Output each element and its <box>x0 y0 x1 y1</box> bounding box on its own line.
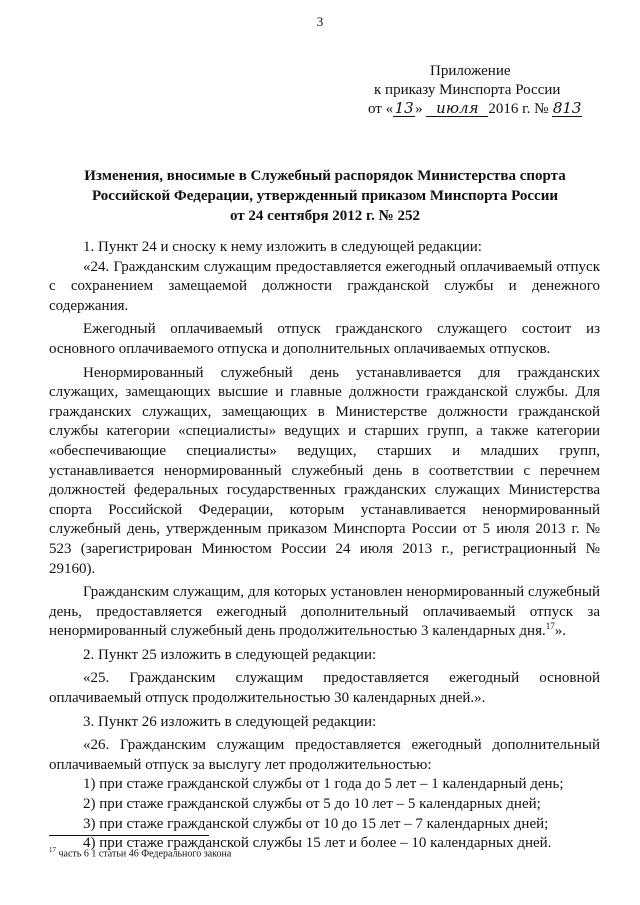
date-mid: » <box>415 101 423 117</box>
date-year: 2016 г. № <box>488 101 549 117</box>
appendix-date-line <box>368 100 582 119</box>
paragraph-text: Гражданским служащим, для которых установлен ненормированный служебный день, предоставляется ежегодный дополнительный оплачиваемый отпуск за ненормированный служебный день продолжительностью 3 календарных дня. <box>49 584 600 640</box>
paragraph: Ненормированный служебный день устанавливается для гражданских служащих, замещающих высшие и главные должности гражданской службы. Для гражданских служащих, замещающих в Министерстве должности гражданской службы категории «специалисты» ведущих и старших групп, а также категории «обеспечивающие специалисты» ведущих, старших и младших групп, устанавливается ненормированный служебный день в соответствии с перечнем должностей федеральных государственных гражданских служащих Министерства спорта Российской Федерации, которым устанавливается ненормированный служебный день, утвержденным приказом Минспорта России от 5 июля 2013 г. № 523 (зарегистрирован Минюстом России 24 июля 2013 г., регистрационный № 29160). <box>49 364 600 577</box>
handwritten-number: 813 <box>552 99 582 117</box>
paragraph <box>49 583 600 642</box>
footnote-reference: 17 <box>545 621 555 632</box>
footnote-divider <box>49 835 209 836</box>
list-item: 3) при стаже гражданской службы от 10 до 15 лет – 7 календарных дней; <box>83 815 549 832</box>
page-number: 3 <box>316 14 324 29</box>
appendix-title: Приложение <box>430 63 511 79</box>
appendix-order-ref: к приказу Минспорта России <box>374 82 561 98</box>
paragraph: «25. Гражданским служащим предоставляется ежегодный основной оплачиваемый отпуск продолжительностью 30 календарных дней.». <box>49 670 600 707</box>
footnote <box>49 846 231 859</box>
title-line-2: Российской Федерации, утвержденный приказом Минспорта России <box>92 188 558 204</box>
appendix-header <box>368 62 582 119</box>
document-body <box>49 238 600 854</box>
paragraph: 3. Пункт 26 изложить в следующей редакции: <box>83 713 377 730</box>
paragraph: 2. Пункт 25 изложить в следующей редакции: <box>83 646 377 663</box>
date-prefix: от « <box>368 101 394 117</box>
paragraph: «24. Гражданским служащим предоставляется ежегодный оплачиваемый отпуск с сохранением замещаемой должности гражданской службы и денежного содержания. <box>49 258 600 314</box>
list-item: 4) при стаже гражданской службы 15 лет и более – 10 календарных дней. <box>83 835 552 852</box>
list-item: 1) при стаже гражданской службы от 1 года до 5 лет – 1 календарный день; <box>83 776 564 793</box>
list-item: 2) при стаже гражданской службы от 5 до 10 лет – 5 календарных дней; <box>83 796 541 813</box>
handwritten-day: 13 <box>394 99 414 117</box>
handwritten-month: июля <box>426 100 488 117</box>
footnote-marker: 17 <box>49 846 56 854</box>
paragraph: Ежегодный оплачиваемый отпуск гражданского служащего состоит из основного оплачиваемого отпуска и дополнительных оплачиваемых отпусков. <box>49 321 600 357</box>
paragraph: «26. Гражданским служащим предоставляется ежегодный дополнительный оплачиваемый отпуск за выслугу лет продолжительностью: <box>49 737 600 773</box>
title-line-1: Изменения, вносимые в Служебный распорядок Министерства спорта <box>84 168 566 184</box>
paragraph-end: ». <box>554 623 566 640</box>
paragraph: 1. Пункт 24 и сноску к нему изложить в следующей редакции: <box>83 239 482 255</box>
title-line-3: от 24 сентября 2012 г. № 252 <box>230 208 420 224</box>
document-title <box>60 166 590 226</box>
footnote-text: часть 6 1 статьи 46 Федерального закона <box>56 848 232 860</box>
